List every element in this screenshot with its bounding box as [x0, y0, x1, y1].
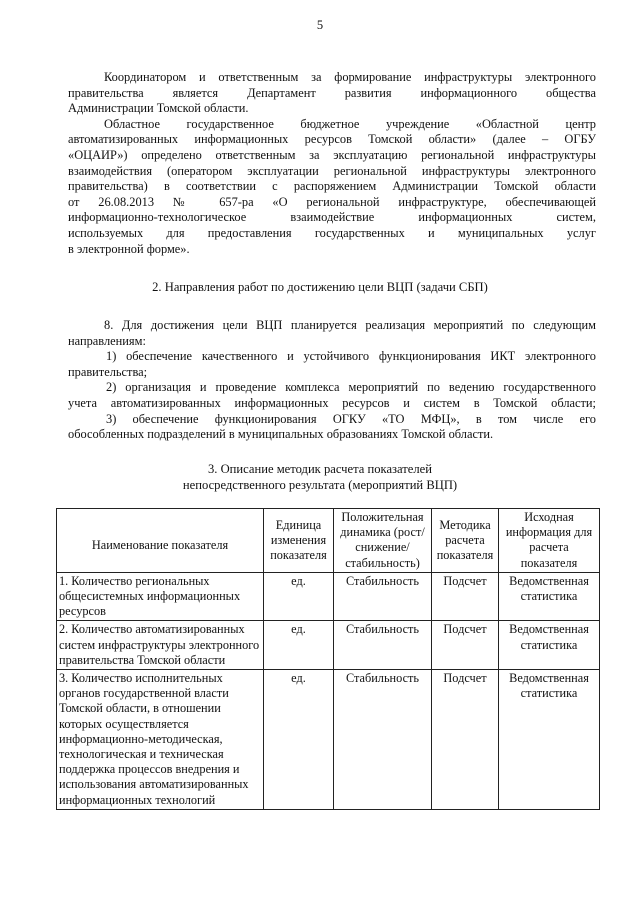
section-2-body: [68, 318, 596, 443]
text-line: Администрации Томской области.: [68, 101, 249, 116]
text-line: взаимодействия (оператором эксплуатации региональной инфраструктуры электронного: [68, 163, 596, 178]
header-dynamics: Положительная динамика (рост/ снижение/ стабильность): [334, 509, 432, 573]
text-line: учета автоматизированных информационных ресурсов и систем в Томской области;: [68, 395, 596, 410]
section-3-title-line1: 3. Описание методик расчета показателей: [207, 462, 432, 476]
text-line: в электронной форме».: [68, 241, 190, 256]
table-row: [57, 670, 600, 810]
cell-unit: ед.: [264, 621, 334, 670]
text-line: Координатором и ответственным за формирование инфраструктуры электронного: [104, 70, 596, 84]
header-method: Методика расчета показателя: [432, 509, 499, 573]
header-source: Исходная информация для расчета показателя: [499, 509, 600, 573]
text-line: 2) организация и проведение комплекса мероприятий по ведению государственного: [106, 380, 596, 395]
section-3-title-line2: непосредственного результата (мероприятий ВЦП): [182, 478, 458, 492]
text-line: информационно-технологическое взаимодействие информационных систем,: [68, 210, 596, 225]
text-line: 3) обеспечение функционирования ОГКУ «ТО МФЦ», в том числе его: [106, 411, 596, 426]
text-line: используемых для предоставления государственных и муниципальных услуг: [68, 225, 596, 240]
cell-method: Подсчет: [432, 621, 499, 670]
header-unit: Единица изменения показателя: [264, 509, 334, 573]
text-line: Областное государственное бюджетное учреждение «Областной центр: [104, 116, 596, 131]
cell-source: Ведомственная статистика: [499, 621, 600, 670]
cell-source: Ведомственная статистика: [499, 572, 600, 621]
text-line: правительства является Департамент развития информационного общества: [68, 85, 596, 100]
text-line: правительства) в соответствии с распоряжением Администрации Томской области: [68, 179, 596, 194]
cell-method: Подсчет: [432, 572, 499, 621]
table-row: [57, 572, 600, 621]
section-2-title: 2. Направления работ по достижению цели ВЦП (задачи СБП): [152, 280, 488, 294]
cell-unit: ед.: [264, 670, 334, 810]
text-line: обособленных подразделений в муниципальных образованиях Томской области.: [68, 427, 494, 442]
text-line: 1) обеспечение качественного и устойчивого функционирования ИКТ электронного: [106, 349, 596, 364]
text-line: правительства;: [68, 364, 148, 379]
table-row: [57, 621, 600, 670]
table-header-row: [57, 509, 600, 573]
cell-method: Подсчет: [432, 670, 499, 810]
text-line: автоматизированных информационных ресурсов Томской области» (далее – ОГБУ: [68, 132, 596, 147]
cell-dynamics: Стабильность: [334, 670, 432, 810]
cell-source: Ведомственная статистика: [499, 670, 600, 810]
cell-name: 2. Количество автоматизированных систем инфраструктуры электронного правительства Томской области: [57, 621, 264, 670]
cell-dynamics: Стабильность: [334, 572, 432, 621]
text-line: 8. Для достижения цели ВЦП планируется реализация мероприятий по следующим: [104, 318, 596, 332]
text-line: «ОЦАИР») определено ответственным за эксплуатацию региональной инфраструктуры: [68, 147, 596, 162]
page-number: 5: [316, 18, 324, 32]
text-line: от 26.08.2013 № 657-ра «О региональной инфраструктуре, обеспечивающей: [68, 194, 596, 209]
cell-dynamics: Стабильность: [334, 621, 432, 670]
header-name: Наименование показателя: [57, 509, 264, 573]
cell-unit: ед.: [264, 572, 334, 621]
intro-block: [68, 70, 596, 257]
cell-name: 3. Количество исполнительных органов государственной власти Томской области, в отношении которых осуществляется информационно-методическая, технологическая и техническая поддержка процессов внедрения и использования автоматизированных информационных технологий: [57, 670, 264, 810]
indicators-table: [56, 508, 600, 810]
cell-name: 1. Количество региональных общесистемных информационных ресурсов: [57, 572, 264, 621]
text-line: направлениям:: [68, 333, 146, 348]
